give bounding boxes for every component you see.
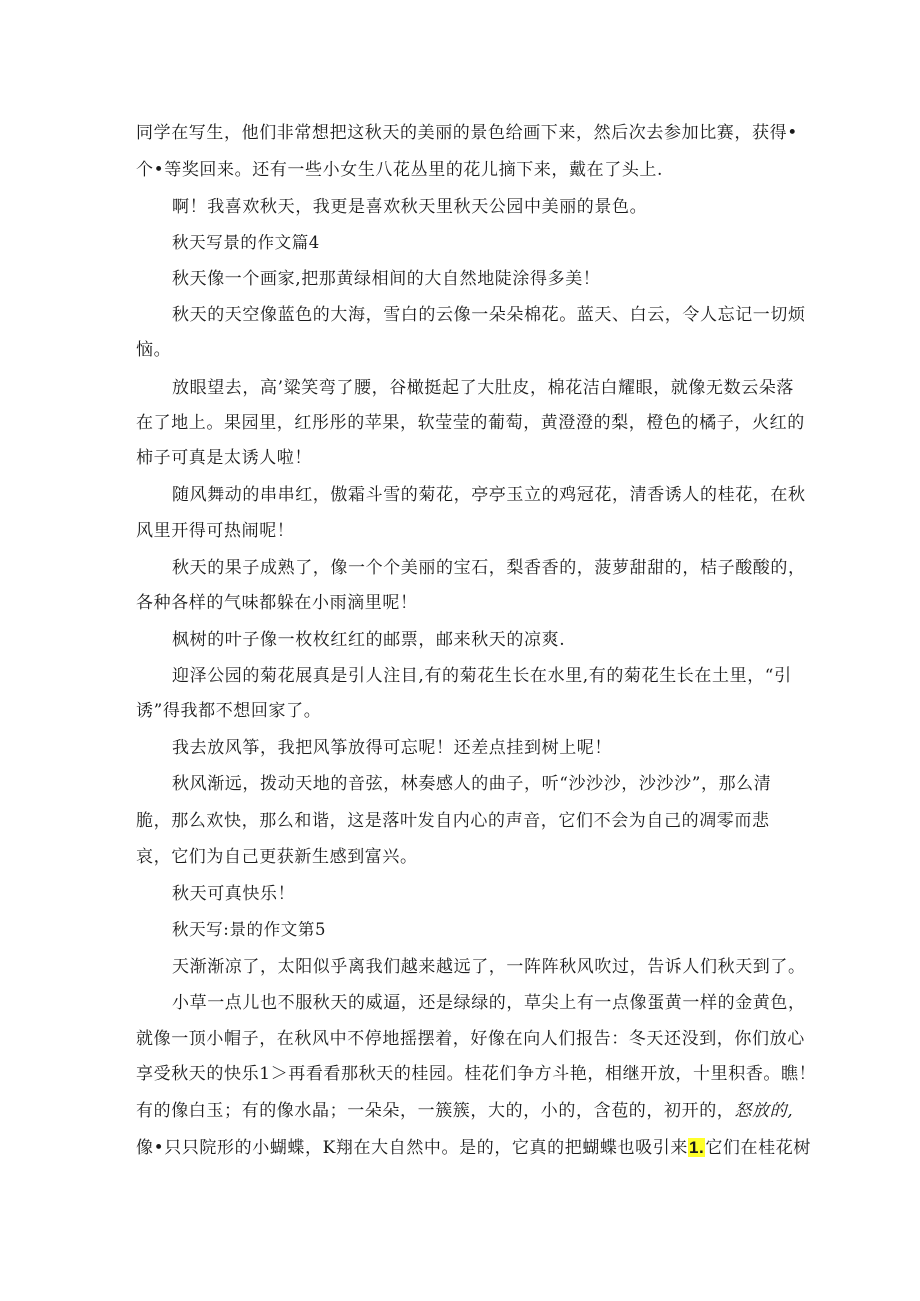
text-line: 诱”得我都不想回家了。 xyxy=(136,701,322,721)
text-line: 小草一点儿也不服秋天的威逼，还是绿绿的，草尖上有一点像蛋黄一样的金黄色， xyxy=(172,993,806,1013)
section-heading: 秋天写景的作文篇4 xyxy=(172,233,320,252)
text-line: 秋风渐远，拨动天地的音弦，林奏感人的曲子，听“沙沙沙，沙沙沙”，那么清 xyxy=(172,774,772,794)
section-heading: 秋天写:景的作文第5 xyxy=(172,920,327,939)
highlighted-text: 1. xyxy=(688,1138,705,1157)
text-line: 天渐渐凉了，太阳似乎离我们越来越远了，一阵阵秋风吹过，告诉人们秋天到了。 xyxy=(172,957,806,977)
text-segment: 有的像白玉；有的像水晶；一朵朵，一簇簇，大的，小的，含苞的，初开的， xyxy=(136,1101,735,1121)
italic-text-segment: 怒放的, xyxy=(734,1101,794,1121)
text-line: 就像一顶小帽子，在秋风中不停地摇摆着，好像在向人们报告：冬天还没到，你们放心 xyxy=(136,1029,805,1049)
text-line: 各种各样的气味都躲在小雨滴里呢！ xyxy=(136,593,418,613)
text-line: 放眼望去，高’粱笑弯了腰，谷橄挺起了大肚皮，棉花洁白耀眼，就像无数云朵落 xyxy=(172,378,795,398)
text-line: 随风舞动的串串红，傲霜斗雪的菊花，亭亭玉立的鸡冠花，清香诱人的桂花，在秋 xyxy=(172,485,806,505)
text-line: 在了地上。果园里，红彤彤的苹果，软莹莹的葡萄，黄澄澄的梨，橙色的橘子，火红的 xyxy=(136,413,805,433)
text-line: 哀，它们为自己更获新生感到富兴。 xyxy=(136,847,418,867)
text-line: 脆，那么欢快，那么和谐，这是落叶发自内心的声音，它们不会为自己的凋零而悲 xyxy=(136,811,770,831)
text-line: 柿子可真是太诱人啦！ xyxy=(136,448,312,468)
text-line: 恼。 xyxy=(136,340,172,360)
text-line: 秋天像一个画家,把那黄绿相间的大自然地陡涂得多美！ xyxy=(172,269,601,289)
text-line: 秋天的果子成熟了，像一个个美丽的宝石，梨香香的，菠萝甜甜的，桔子酸酸的， xyxy=(172,558,806,578)
text-line: 风里开得可热闹呢！ xyxy=(136,521,295,541)
text-line: 享受秋天的快乐1＞再看看那秋天的桂园。桂花们争方斗艳，相继开放，十里积香。瞧！ xyxy=(136,1064,817,1084)
text-line: 我去放风筝，我把风筝放得可忘呢！还差点挂到树上呢！ xyxy=(172,738,612,758)
text-line: 啊！我喜欢秋天，我更是喜欢秋天里秋天公园中美丽的景色。 xyxy=(172,197,648,217)
text-segment: 像•只只院形的小蝴蝶，K翔在大自然中。是的，它真的把蝴蝶也吸引来 xyxy=(136,1138,688,1158)
text-line xyxy=(136,1137,811,1159)
text-line: 秋天可真快乐！ xyxy=(172,884,296,904)
text-line: 枫树的叶子像一枚枚红红的邮票，邮来秋天的凉爽. xyxy=(172,630,566,650)
text-segment: 它们在桂花树 xyxy=(705,1138,811,1158)
text-line: 同学在写生，他们非常想把这秋天的美丽的景色给画下来，然后次去参加比赛，获得• xyxy=(136,123,798,143)
text-line: 秋天的天空像蓝色的大海，雪白的云像一朵朵棉花。蓝天、白云，令人忘记一切烦 xyxy=(172,305,806,325)
text-line xyxy=(136,1100,793,1122)
text-line: 迎泽公园的菊花展真是引人注目,有的菊花生长在水里,有的菊花生长在土里，“引 xyxy=(172,666,792,686)
text-line: 个•等奖回来。还有一些小女生八花丛里的花儿摘下来，戴在了头上. xyxy=(136,160,664,180)
